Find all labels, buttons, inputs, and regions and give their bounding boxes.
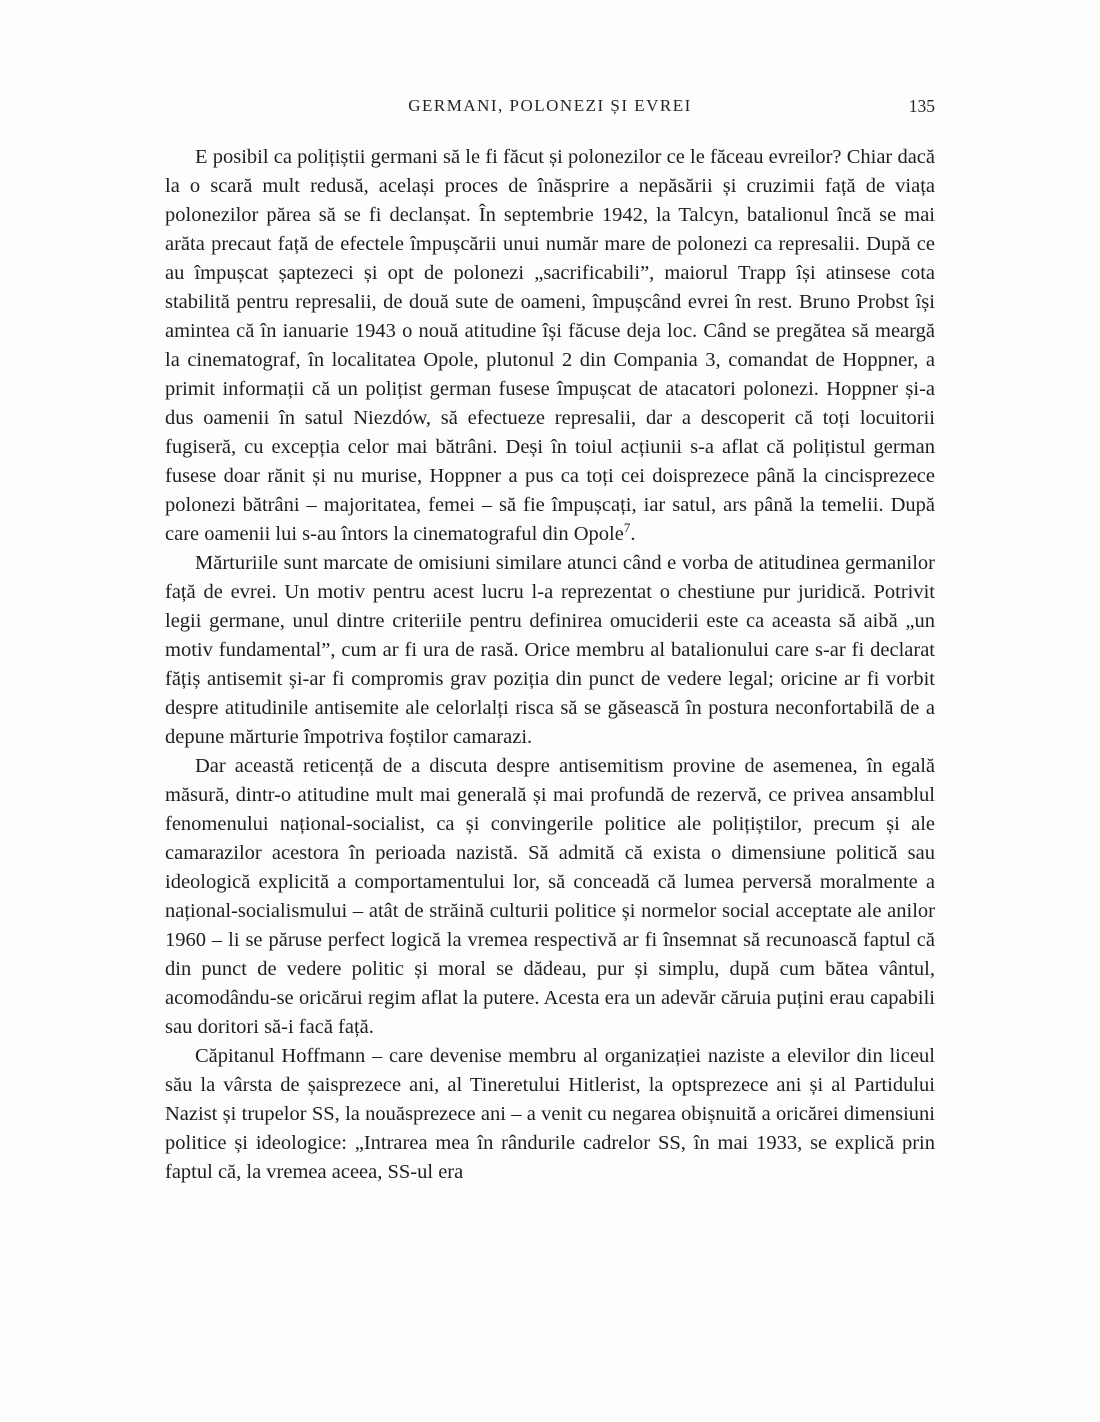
paragraph-1-end: .	[630, 523, 636, 545]
page-number: 135	[908, 96, 935, 116]
page-header	[165, 96, 935, 118]
paragraph-3: Dar această reticență de a discuta despre antisemitism provine de asemenea, în egală măsură, dintr-o atitudine mult mai generală și mai profundă de rezervă, ce privea ansamblul fenomenului național-socialist, ca și convingerile politice ale polițiștilor, precum și ale camarazilor acestora în perioada nazistă. Să admită că exista o dimensiune politică sau ideologică explicită a comportamentului lor, să conceadă că lumea perversă moralmente a național-socialismului – atât de străină culturii politice și normelor social acceptate ale anilor 1960 – li se păruse perfect logică la vremea respectivă ar fi însemnat să recunoască faptul că din punct de vedere politic și moral se dădeau, pur și simplu, după cum bătea vântul, acomodându-se oricărui regim aflat la putere. Acesta era un adevăr căruia puțini erau capabili sau doritori să-i facă față.	[165, 755, 935, 1038]
page-body	[165, 143, 935, 1187]
paragraph-1-text: E posibil ca polițiștii germani să le fi făcut și polonezilor ce le făceau evreilor? Chiar dacă la o scară mult redusă, același proces de înăsprire a nepăsării și cruzimii față de viața polonezilor părea să se fi declanșat. În septembrie 1942, la Talcyn, batalionul încă se mai arăta precaut față de efectele împușcării unui număr mare de polonezi ca represalii. După ce au împușcat șaptezeci și opt de polonezi „sacrificabili”, maiorul Trapp își atinsese cota stabilită pentru represalii, de două sute de oameni, împușcând evrei în rest. Bruno Probst își amintea că în ianuarie 1943 o nouă atitudine își făcuse deja loc. Când se pregătea să meargă la cinematograf, în localitatea Opole, plutonul 2 din Compania 3, comandat de Hoppner, a primit informații că un polițist german fusese împușcat de atacatori polonezi. Hoppner și-a dus oamenii în satul Niezdów, să efectueze represalii, dar a descoperit că toți locuitorii fugiseră, cu excepția celor mai bătrâni. Deși în toiul acțiunii s-a aflat că polițistul german fusese doar rănit și nu murise, Hoppner a pus ca toți cei doisprezece până la cincisprezece polonezi bătrâni – majoritatea, femei – să fie împușcați, iar satul, ars până la temelii. După care oamenii lui s-au întors la cinematograful din Opole	[165, 146, 935, 545]
paragraph-1	[165, 143, 935, 549]
paragraph-4: Căpitanul Hoffmann – care devenise membru al organizației naziste a elevilor din liceul său la vârsta de șaisprezece ani, al Tineretului Hitlerist, la optsprezece ani și al Partidului Nazist și trupelor SS, la nouăsprezece ani – a venit cu negarea obișnuită a oricărei dimensiuni politice și ideologice: „Intrarea mea în rândurile cadrelor SS, în mai 1933, se explică prin faptul că, la vremea aceea, SS-ul era	[165, 1045, 935, 1183]
footnote-ref-7: 7	[623, 520, 631, 536]
running-title: GERMANI, POLONEZI ȘI EVREI	[408, 96, 692, 115]
paragraph-2: Mărturiile sunt marcate de omisiuni similare atunci când e vorba de atitudinea germanilor față de evrei. Un motiv pentru acest lucru l-a reprezentat o chestiune pur juridică. Potrivit legii germane, unul dintre criteriile pentru definirea omuciderii este ca aceasta să aibă „un motiv fundamental”, cum ar fi ura de rasă. Orice membru al batalionului care s-ar fi declarat fățiș antisemit și-ar fi compromis grav poziția din punct de vedere legal; oricine ar fi vorbit despre atitudinile antisemite ale celorlalți risca să se găsească în postura neconfortabilă de a depune mărturie împotriva foștilor camarazi.	[165, 552, 935, 748]
